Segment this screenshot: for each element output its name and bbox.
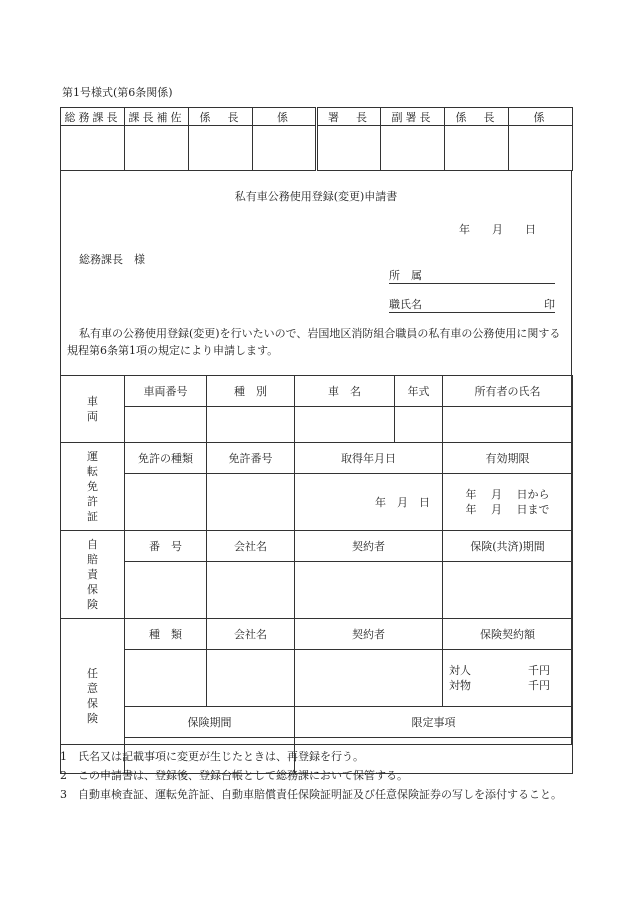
license-expiry-input[interactable] (443, 474, 573, 531)
bodily-injury-unit: 千円 (528, 664, 550, 677)
voluntary-insurance-section-label: 任意保険 (61, 619, 125, 774)
voluntary-limitation-header: 限定事項 (295, 707, 573, 738)
approval-header-section-head: 係 長 (189, 108, 253, 126)
license-section-label: 運転免許証 (61, 443, 125, 531)
applicant-name-label: 職氏名 (389, 298, 422, 311)
compulsory-policyholder-input[interactable] (295, 562, 443, 619)
approval-stamp-cell[interactable] (61, 126, 125, 171)
note-item: 3 自動車検査証、運転免許証、自動車賠償責任保険証明証及び任意保険証券の写しを添付すること。 (60, 788, 562, 801)
voluntary-company-header: 会社名 (207, 619, 295, 650)
license-acquired-date[interactable]: 年 月 日 (295, 474, 443, 531)
application-date[interactable]: 年 月 日 (459, 223, 536, 236)
compulsory-number-header: 番 号 (125, 531, 207, 562)
approval-header-general-affairs-chief: 総務課長 (61, 108, 125, 126)
applicant-name-field[interactable] (389, 296, 555, 313)
details-table (60, 375, 573, 774)
vehicle-name-header: 車 名 (295, 376, 395, 407)
voluntary-type-header: 種 類 (125, 619, 207, 650)
vehicle-section-label: 車両 (61, 376, 125, 443)
application-statement: 私有車の公務使用登録(変更)を行いたいので、岩国地区消防組合職員の私有車の公務使用に関する規程第6条第1項の規定により申請します。 (67, 327, 561, 357)
license-expiry-header: 有効期限 (443, 443, 573, 474)
voluntary-amount-input[interactable] (443, 650, 573, 707)
vehicle-type-input[interactable] (207, 407, 295, 443)
property-damage-unit: 千円 (528, 679, 550, 692)
form-title: 私有車公務使用登録(変更)申請書 (234, 190, 398, 203)
license-valid-from: 年 月 日から (465, 488, 550, 501)
voluntary-type-input[interactable] (125, 650, 207, 707)
approval-stamp-cell[interactable] (253, 126, 317, 171)
form-code: 第1号様式(第6条関係) (62, 86, 173, 99)
approval-header-assistant-chief: 課長補佐 (125, 108, 189, 126)
approval-stamp-cell[interactable] (125, 126, 189, 171)
vehicle-owner-input[interactable] (443, 407, 573, 443)
approval-header-station-chief: 署 長 (317, 108, 381, 126)
property-damage-label: 対物 (449, 679, 471, 692)
vehicle-number-input[interactable] (125, 407, 207, 443)
license-number-input[interactable] (207, 474, 295, 531)
vehicle-year-header: 年式 (395, 376, 443, 407)
voluntary-amount-header: 保険契約額 (443, 619, 573, 650)
approval-stamp-cell[interactable] (317, 126, 381, 171)
voluntary-policyholder-header: 契約者 (295, 619, 443, 650)
license-type-header: 免許の種類 (125, 443, 207, 474)
affiliation-label: 所 属 (389, 269, 422, 282)
compulsory-period-header: 保険(共済)期間 (443, 531, 573, 562)
vehicle-owner-header: 所有者の氏名 (443, 376, 573, 407)
note-item: 1 氏名又は記載事項に変更が生じたときは、再登録を行う。 (60, 750, 364, 763)
license-number-header: 免許番号 (207, 443, 295, 474)
notes (60, 747, 572, 804)
vehicle-name-input[interactable] (295, 407, 395, 443)
approval-header-staff: 係 (253, 108, 317, 126)
license-acquired-header: 取得年月日 (295, 443, 443, 474)
vehicle-year-input[interactable] (395, 407, 443, 443)
approval-header-station-section-head: 係 長 (445, 108, 509, 126)
approval-stamp-cell[interactable] (445, 126, 509, 171)
voluntary-policyholder-input[interactable] (295, 650, 443, 707)
affiliation-field[interactable] (389, 267, 555, 284)
license-valid-to: 年 月 日まで (465, 503, 550, 516)
approval-header-station-staff: 係 (509, 108, 573, 126)
note-item: 2 この申請書は、登録後、登録台帳として総務課において保管する。 (60, 769, 408, 782)
approval-header-deputy-station-chief: 副署長 (381, 108, 445, 126)
approval-stamp-cell[interactable] (189, 126, 253, 171)
compulsory-company-input[interactable] (207, 562, 295, 619)
approval-stamp-table (60, 107, 573, 171)
voluntary-company-input[interactable] (207, 650, 295, 707)
vehicle-number-header: 車両番号 (125, 376, 207, 407)
compulsory-insurance-section-label: 自賠責保険 (61, 531, 125, 619)
voluntary-period-header: 保険期間 (125, 707, 295, 738)
compulsory-company-header: 会社名 (207, 531, 295, 562)
seal-mark: 印 (544, 298, 555, 311)
vehicle-type-header: 種 別 (207, 376, 295, 407)
approval-stamp-cell[interactable] (381, 126, 445, 171)
license-type-input[interactable] (125, 474, 207, 531)
bodily-injury-label: 対人 (449, 664, 471, 677)
compulsory-policyholder-header: 契約者 (295, 531, 443, 562)
compulsory-number-input[interactable] (125, 562, 207, 619)
approval-stamp-cell[interactable] (509, 126, 573, 171)
addressee: 総務課長 様 (79, 253, 145, 266)
compulsory-period-input[interactable] (443, 562, 573, 619)
